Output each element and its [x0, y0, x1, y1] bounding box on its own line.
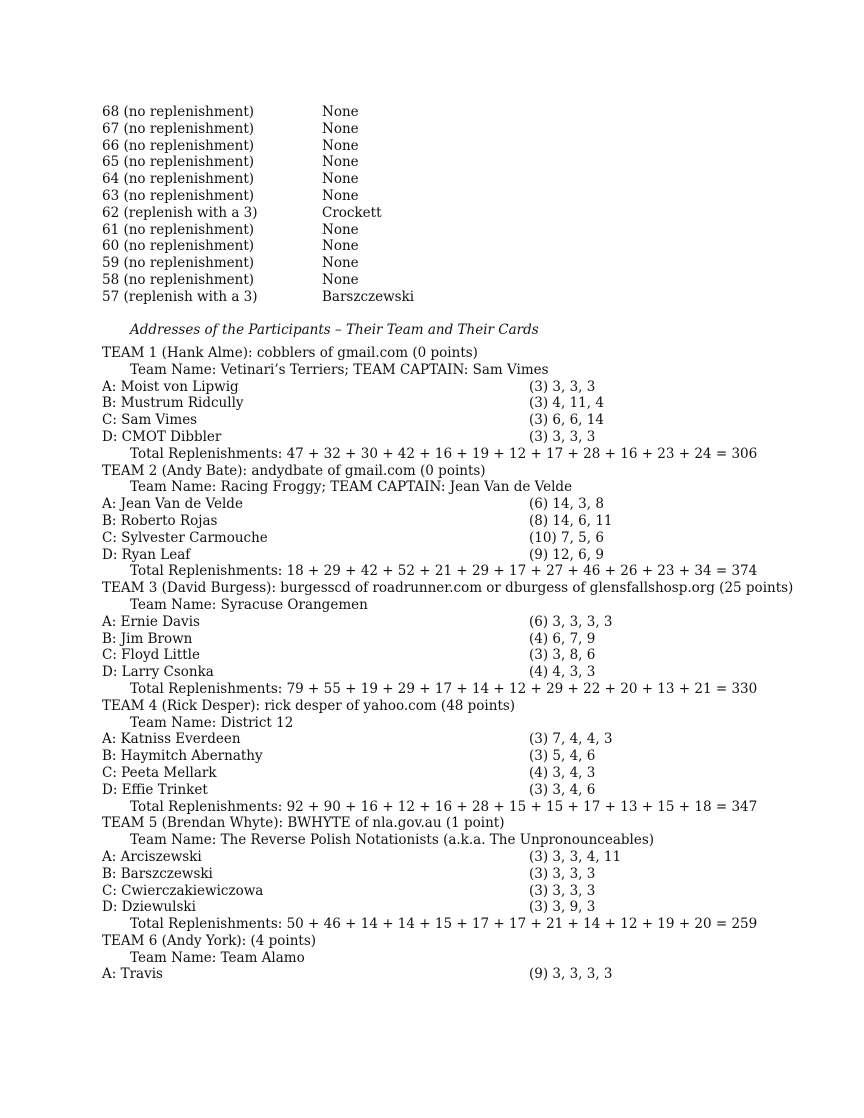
- replenishment-row: [102, 222, 802, 239]
- player-row: [102, 966, 842, 983]
- player-row: [102, 883, 842, 900]
- replenishment-row: [102, 238, 802, 255]
- player-cards: (4) 3, 4, 3: [529, 764, 596, 781]
- replenished-by: None: [322, 154, 359, 171]
- turn-label: 62 (replenish with a 3): [102, 204, 258, 221]
- team-block: [102, 463, 842, 581]
- player-name: A: Jean Van de Velde: [102, 496, 243, 513]
- player-row: [102, 379, 842, 396]
- player-name: D: Larry Csonka: [102, 664, 214, 681]
- turn-label: 58 (no replenishment): [102, 271, 255, 288]
- replenished-by: None: [322, 137, 359, 154]
- team-list: [102, 345, 842, 983]
- player-row: [102, 849, 842, 866]
- player-cards: (3) 3, 3, 3: [529, 882, 596, 899]
- turn-label: 68 (no replenishment): [102, 104, 255, 120]
- player-row: [102, 899, 842, 916]
- player-cards: (3) 3, 9, 3: [529, 899, 596, 916]
- replenished-by: Crockett: [322, 204, 382, 221]
- section-title: Addresses of the Participants – Their Team and Their Cards: [130, 322, 539, 338]
- turn-label: 65 (no replenishment): [102, 154, 255, 171]
- team-header: TEAM 2 (Andy Bate): andydbate of gmail.com (0 points): [102, 462, 486, 479]
- player-name: B: Mustrum Ridcully: [102, 395, 244, 412]
- replenishment-row: [102, 255, 802, 272]
- replenishment-list: [102, 104, 802, 306]
- player-cards: (3) 4, 11, 4: [529, 395, 604, 412]
- player-name: C: Sam Vimes: [102, 412, 198, 429]
- turn-label: 63 (no replenishment): [102, 187, 255, 204]
- team-block: [102, 933, 842, 983]
- replenished-by: None: [322, 171, 359, 188]
- player-row: [102, 530, 842, 547]
- team-name-line: Team Name: Racing Froggy; TEAM CAPTAIN: Jean Van de Velde: [130, 479, 573, 496]
- player-cards: (9) 12, 6, 9: [529, 546, 604, 563]
- player-row: [102, 395, 842, 412]
- turn-label: 66 (no replenishment): [102, 137, 255, 154]
- player-cards: (10) 7, 5, 6: [529, 529, 604, 546]
- player-name: B: Barszczewski: [102, 865, 213, 882]
- player-name: D: Effie Trinket: [102, 781, 208, 798]
- turn-label: 61 (no replenishment): [102, 221, 255, 238]
- replenished-by: None: [322, 187, 359, 204]
- player-name: B: Roberto Rojas: [102, 512, 218, 529]
- replenished-by: None: [322, 221, 359, 238]
- player-name: D: CMOT Dibbler: [102, 428, 222, 445]
- player-name: A: Ernie Davis: [102, 613, 200, 630]
- player-cards: (3) 3, 4, 6: [529, 781, 596, 798]
- team-block: [102, 815, 842, 933]
- team-name-line: Team Name: The Reverse Polish Notationists (a.k.a. The Unpronounceables): [130, 832, 655, 849]
- player-row: [102, 765, 842, 782]
- player-row: [102, 412, 842, 429]
- turn-label: 57 (replenish with a 3): [102, 288, 258, 305]
- replenishment-row: [102, 272, 802, 289]
- player-name: C: Peeta Mellark: [102, 764, 217, 781]
- player-cards: (4) 6, 7, 9: [529, 630, 596, 647]
- replenishment-row: [102, 171, 802, 188]
- player-row: [102, 631, 842, 648]
- team-block: [102, 698, 842, 816]
- player-cards: (8) 14, 6, 11: [529, 512, 613, 529]
- player-row: [102, 782, 842, 799]
- player-name: C: Cwierczakiewiczowa: [102, 882, 264, 899]
- player-name: A: Arciszewski: [102, 848, 202, 865]
- team-name-line: Team Name: Team Alamo: [130, 949, 305, 966]
- replenishment-row: [102, 188, 802, 205]
- player-row: [102, 429, 842, 446]
- player-cards: (6) 14, 3, 8: [529, 496, 604, 513]
- replenished-by: None: [322, 120, 359, 137]
- replenished-by: Barszczewski: [322, 288, 415, 305]
- replenishment-row: [102, 154, 802, 171]
- player-name: D: Ryan Leaf: [102, 546, 191, 563]
- total-replenishments: Total Replenishments: 18 + 29 + 42 + 52 + 21 + 29 + 17 + 27 + 46 + 26 + 23 + 34 = 374: [130, 563, 758, 580]
- player-row: [102, 496, 842, 513]
- player-row: [102, 664, 842, 681]
- player-name: C: Sylvester Carmouche: [102, 529, 268, 546]
- team-header: TEAM 3 (David Burgess): burgesscd of roadrunner.com or dburgess of glensfallshosp.org (25 points): [102, 580, 794, 597]
- total-replenishments: Total Replenishments: 50 + 46 + 14 + 14 + 15 + 17 + 17 + 21 + 14 + 12 + 19 + 20 = 259: [130, 916, 758, 933]
- turn-label: 60 (no replenishment): [102, 238, 255, 255]
- team-header: TEAM 6 (Andy York): (4 points): [102, 932, 317, 949]
- player-cards: (3) 3, 3, 3: [529, 378, 596, 395]
- player-name: A: Travis: [102, 966, 163, 983]
- team-name-line: Team Name: Syracuse Orangemen: [130, 596, 368, 613]
- player-cards: (6) 3, 3, 3, 3: [529, 613, 613, 630]
- total-replenishments: Total Replenishments: 79 + 55 + 19 + 29 + 17 + 14 + 12 + 29 + 22 + 20 + 13 + 21 = 330: [130, 680, 758, 697]
- team-block: [102, 345, 842, 463]
- player-name: C: Floyd Little: [102, 647, 200, 664]
- turn-label: 64 (no replenishment): [102, 171, 255, 188]
- replenishment-row: [102, 205, 802, 222]
- player-cards: (3) 5, 4, 6: [529, 748, 596, 765]
- player-name: B: Haymitch Abernathy: [102, 748, 263, 765]
- player-row: [102, 748, 842, 765]
- player-row: [102, 866, 842, 883]
- player-cards: (3) 3, 3, 4, 11: [529, 848, 622, 865]
- player-cards: (3) 3, 3, 3: [529, 865, 596, 882]
- player-row: [102, 614, 842, 631]
- turn-label: 67 (no replenishment): [102, 120, 255, 137]
- turn-label: 59 (no replenishment): [102, 255, 255, 272]
- player-name: D: Dziewulski: [102, 899, 196, 916]
- player-cards: (9) 3, 3, 3, 3: [529, 966, 613, 983]
- team-name-line: Team Name: Vetinari’s Terriers; TEAM CAPTAIN: Sam Vimes: [130, 361, 549, 378]
- player-row: [102, 513, 842, 530]
- replenished-by: None: [322, 255, 359, 272]
- player-cards: (3) 3, 3, 3: [529, 428, 596, 445]
- player-row: [102, 547, 842, 564]
- total-replenishments: Total Replenishments: 92 + 90 + 16 + 12 + 16 + 28 + 15 + 15 + 17 + 13 + 15 + 18 = 347: [130, 798, 758, 815]
- player-cards: (4) 4, 3, 3: [529, 664, 596, 681]
- replenishment-row: [102, 104, 802, 121]
- team-header: TEAM 5 (Brendan Whyte): BWHYTE of nla.gov.au (1 point): [102, 815, 505, 832]
- player-row: [102, 731, 842, 748]
- player-cards: (3) 6, 6, 14: [529, 412, 604, 429]
- player-cards: (3) 3, 8, 6: [529, 647, 596, 664]
- replenished-by: None: [322, 238, 359, 255]
- player-name: A: Moist von Lipwig: [102, 378, 239, 395]
- player-cards: (3) 7, 4, 4, 3: [529, 731, 613, 748]
- team-header: TEAM 1 (Hank Alme): cobblers of gmail.com (0 points): [102, 345, 478, 361]
- team-block: [102, 580, 842, 698]
- replenished-by: None: [322, 271, 359, 288]
- player-name: A: Katniss Everdeen: [102, 731, 241, 748]
- replenishment-row: [102, 289, 802, 306]
- replenishment-row: [102, 121, 802, 138]
- replenished-by: None: [322, 104, 359, 120]
- team-name-line: Team Name: District 12: [130, 714, 294, 731]
- total-replenishments: Total Replenishments: 47 + 32 + 30 + 42 + 16 + 19 + 12 + 17 + 28 + 16 + 23 + 24 = 306: [130, 445, 758, 462]
- player-name: B: Jim Brown: [102, 630, 193, 647]
- replenishment-row: [102, 138, 802, 155]
- team-header: TEAM 4 (Rick Desper): rick desper of yahoo.com (48 points): [102, 697, 516, 714]
- player-row: [102, 647, 842, 664]
